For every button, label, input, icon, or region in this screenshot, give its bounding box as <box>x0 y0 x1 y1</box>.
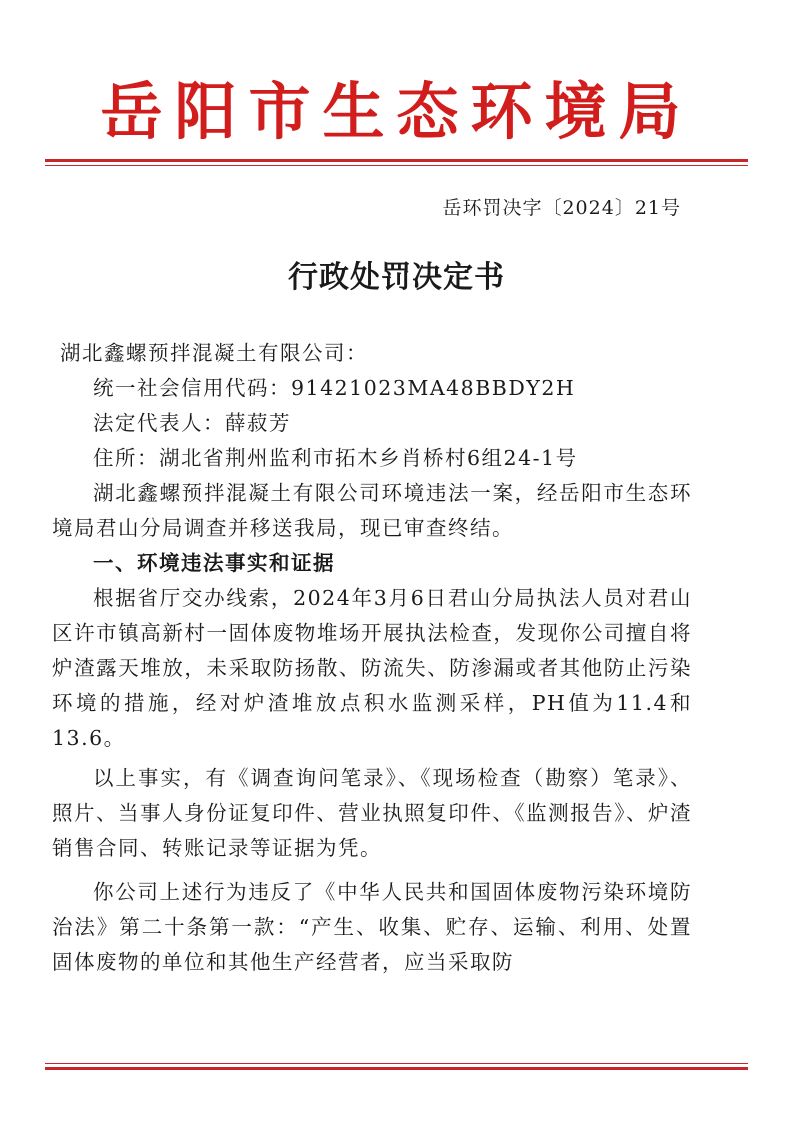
section-heading-facts: 一、环境违法事实和证据 <box>93 551 335 575</box>
document-body <box>52 336 692 980</box>
intro-paragraph: 湖北鑫螺预拌混凝土有限公司环境违法一案，经岳阳市生态环境局君山分局调查并移送我局，现已审查终结。 <box>52 481 692 540</box>
document-title: 行政处罚决定书 <box>288 260 505 295</box>
violation-paragraph: 你公司上述行为违反了《中华人民共和国固体废物污染环境防治法》第二十条第一款：“产生、收集、贮存、运输、利用、处置固体废物的单位和其他生产经营者，应当采取防 <box>52 880 692 974</box>
agency-letterhead-title: 岳阳市生态环境局 <box>100 75 693 148</box>
registered-address: 住所：湖北省荆州监利市拓木乡肖桥村6组24-1号 <box>93 446 578 470</box>
legal-representative: 法定代表人：薛菽芳 <box>93 411 291 435</box>
letterhead-top-rule <box>45 159 748 166</box>
document-number: 岳环罚决字〔2024〕21号 <box>442 197 681 219</box>
addressee: 湖北鑫螺预拌混凝土有限公司： <box>60 341 368 365</box>
footer-rule <box>45 1063 748 1070</box>
facts-paragraph: 根据省厅交办线索，2024年3月6日君山分局执法人员对君山区许市镇高新村一固体废物堆场开展执法检查，发现你公司擅自将炉渣露天堆放，未采取防扬散、防流失、防渗漏或者其他防止污染环境的措施，经对炉渣堆放点积水监测采样，PH值为11.4和13.6。 <box>52 586 692 750</box>
rule-thin-line <box>45 165 748 166</box>
rule-thick-line <box>45 1067 748 1070</box>
evidence-paragraph: 以上事实，有《调查询问笔录》、《现场检查（勘察）笔录》、照片、当事人身份证复印件、营业执照复印件、《监测报告》、炉渣销售合同、转账记录等证据为凭。 <box>52 766 692 860</box>
credit-code: 统一社会信用代码：91421023MA48BBDY2H <box>93 376 576 400</box>
